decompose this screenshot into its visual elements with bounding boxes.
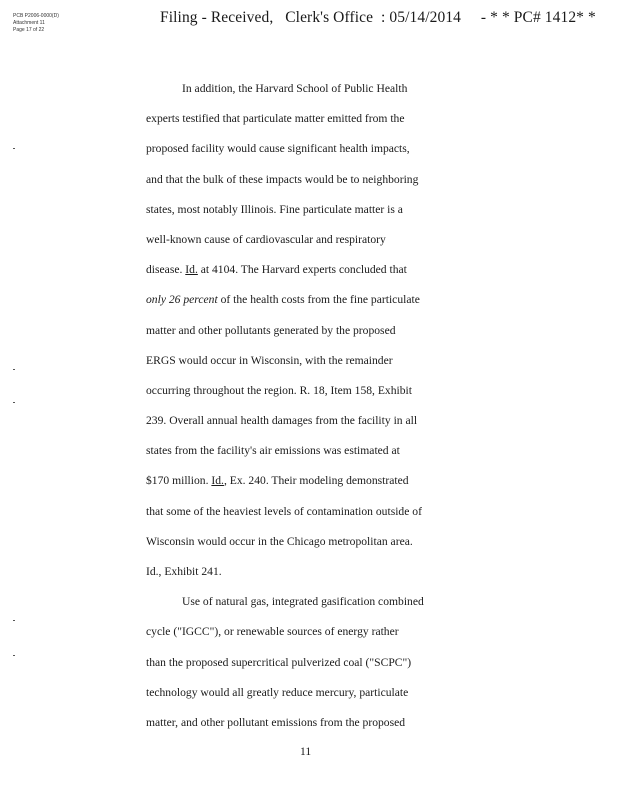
text-segment: $170 million. bbox=[146, 474, 212, 488]
paragraph-2 bbox=[146, 587, 466, 738]
text-line: cycle ("IGCC"), or renewable sources of energy rather bbox=[146, 625, 399, 639]
text-segment: disease. bbox=[146, 263, 186, 277]
margin-mark bbox=[13, 620, 15, 621]
paragraph-1 bbox=[146, 74, 466, 587]
text-line: Use of natural gas, integrated gasification combined bbox=[182, 595, 424, 609]
text-line: proposed facility would cause significant health impacts, bbox=[146, 142, 410, 156]
margin-mark bbox=[13, 369, 15, 370]
header-pc-number: - * * PC# 1412* * bbox=[480, 9, 596, 26]
text-line: 239. Overall annual health damages from the facility in all bbox=[146, 414, 418, 428]
text-line bbox=[146, 255, 466, 285]
text-line: states, most notably Illinois. Fine particulate matter is a bbox=[146, 202, 403, 216]
text-line: technology would all greatly reduce mercury, particulate bbox=[146, 685, 409, 699]
text-line: In addition, the Harvard School of Public Health bbox=[182, 82, 408, 95]
header-filing-received: Filing - Received, bbox=[160, 9, 274, 26]
stamp-line-page: Page 17 of 22 bbox=[13, 27, 45, 33]
text-line: well-known cause of cardiovascular and respiratory bbox=[146, 232, 386, 246]
text-line: and that the bulk of these impacts would be to neighboring bbox=[146, 172, 419, 186]
text-line: that some of the heaviest levels of contamination outside of bbox=[146, 504, 422, 518]
filing-header bbox=[160, 9, 596, 27]
text-line: occurring throughout the region. R. 18, Item 158, Exhibit bbox=[146, 383, 412, 397]
text-line: matter, and other pollutant emissions from the proposed bbox=[146, 715, 406, 729]
text-segment: at 4104. The Harvard experts concluded that bbox=[197, 263, 407, 277]
text-line: Id., Exhibit 241. bbox=[146, 565, 222, 578]
text-line: states from the facility's air emissions was estimated at bbox=[146, 444, 400, 458]
page-number: 11 bbox=[300, 745, 312, 758]
text-line bbox=[146, 285, 466, 315]
stamp-line-attachment: Attachment 11 bbox=[13, 20, 45, 26]
citation-id: Id. bbox=[211, 474, 224, 488]
header-date: : 05/14/2014 bbox=[381, 9, 462, 26]
emphasis-text: only 26 percent bbox=[146, 293, 218, 307]
text-line: Wisconsin would occur in the Chicago metropolitan area. bbox=[146, 534, 413, 548]
text-line bbox=[146, 466, 466, 496]
text-line: experts testified that particulate matter emitted from the bbox=[146, 112, 405, 126]
text-line: ERGS would occur in Wisconsin, with the remainder bbox=[146, 353, 393, 367]
margin-mark bbox=[13, 655, 15, 656]
document-body bbox=[146, 74, 466, 738]
text-line: matter and other pollutants generated by the proposed bbox=[146, 323, 396, 337]
text-line: than the proposed supercritical pulverized coal ("SCPC") bbox=[146, 655, 412, 669]
citation-id: Id. bbox=[185, 263, 198, 277]
text-segment: , Ex. 240. Their modeling demonstrated bbox=[223, 474, 409, 488]
stamp-line-pcb: PCB P2006-0000(D) bbox=[13, 13, 59, 19]
margin-mark bbox=[13, 148, 15, 149]
header-clerks-office: Clerk's Office bbox=[285, 9, 374, 26]
filing-stamp bbox=[13, 13, 59, 34]
margin-mark bbox=[13, 402, 15, 403]
text-segment: of the health costs from the fine particulate bbox=[217, 293, 420, 307]
